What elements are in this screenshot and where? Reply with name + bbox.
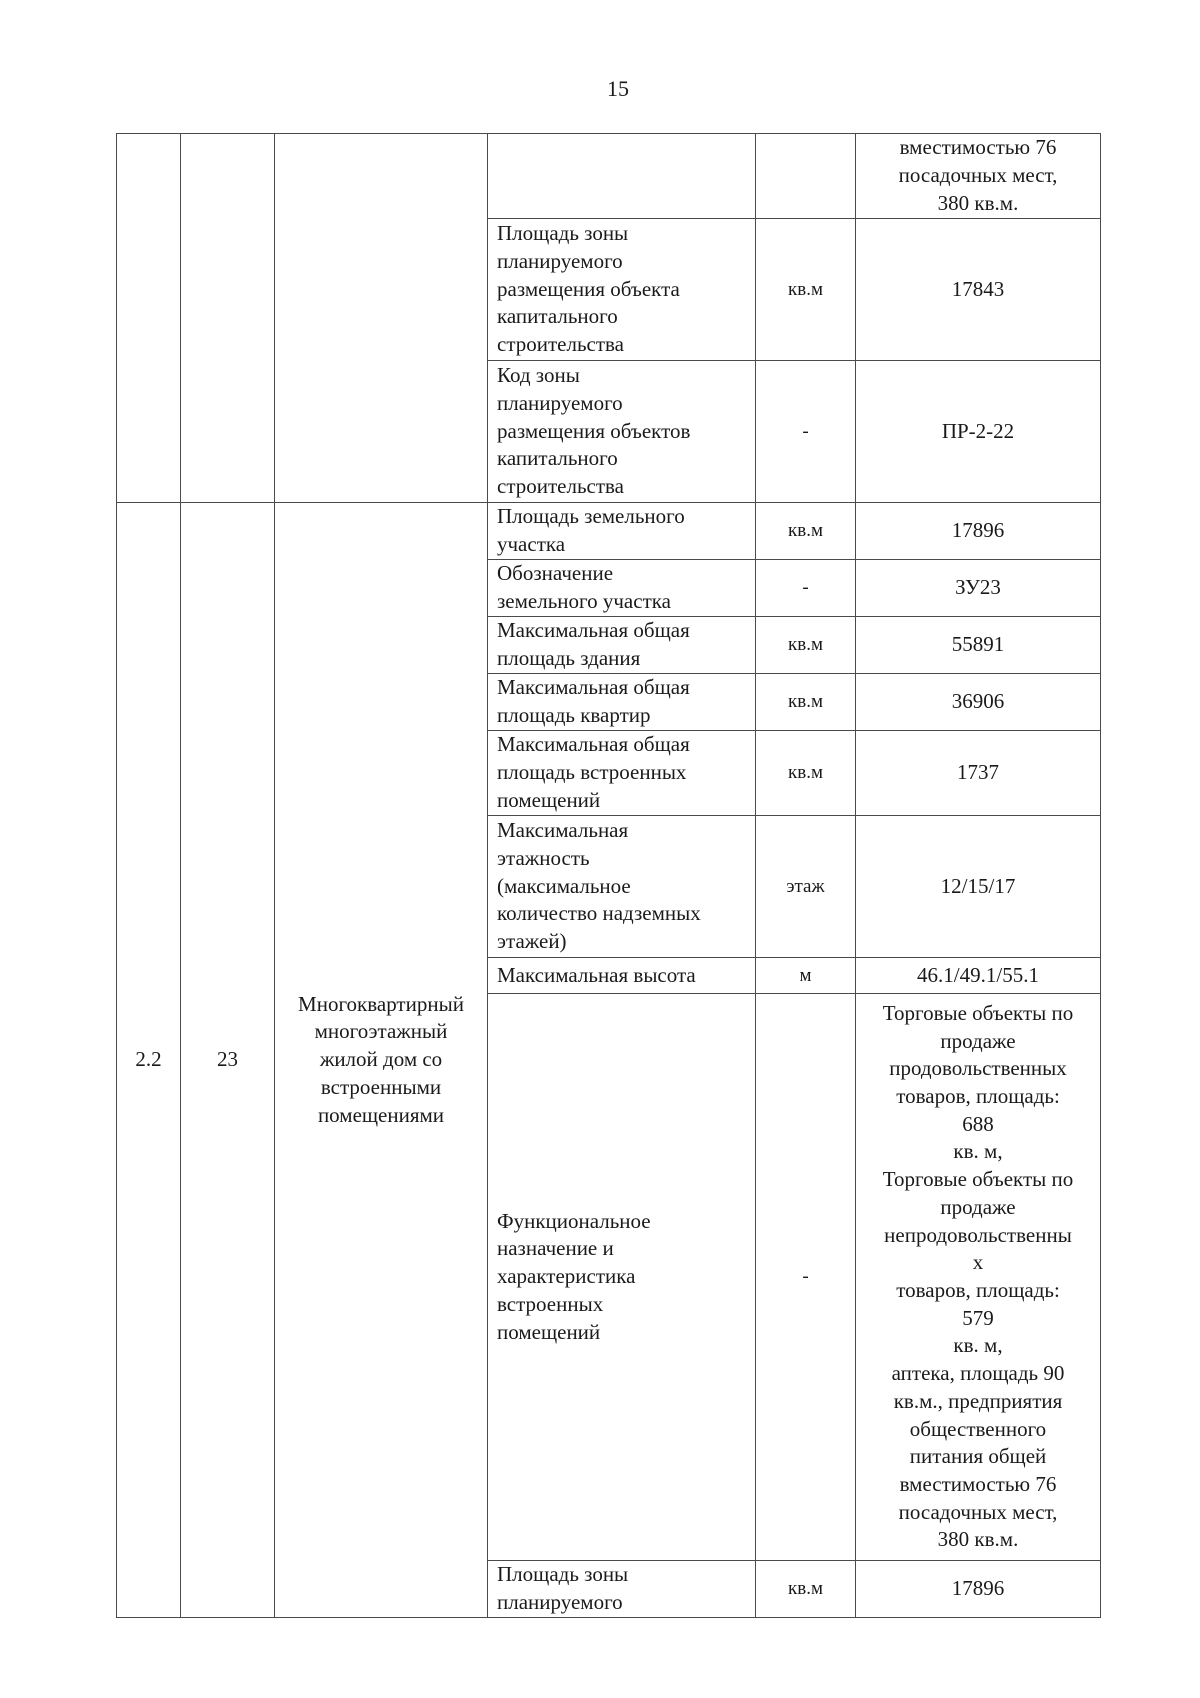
parameter-cell-line: планируемого [497,390,623,415]
value-cell-line: 36906 [951,689,1005,714]
object-name-cell-line: помещениями [317,1102,445,1127]
table-body [117,134,1101,1618]
table-row [117,134,1101,219]
parameter-cell [488,731,756,816]
value-cell-line: вместимостью 76 [899,135,1057,160]
unit-cell-line: кв.м [788,691,823,713]
value-cell-line: кв.м., предприятия [893,1388,1063,1413]
unit-cell [756,816,856,958]
parameter-cell-line: капитального [497,304,618,329]
value-cell-line: питания общей [909,1444,1047,1469]
value-cell-line: товаров, площадь: [896,1278,1060,1302]
parameter-cell-line: Максимальная [497,818,629,843]
value-cell-line: продовольственных [889,1056,1067,1081]
unit-cell [756,958,856,994]
value-cell-line: 688 [962,1111,994,1136]
prev-plot-id-cell [181,134,275,503]
value-cell-line: общественного [909,1416,1047,1441]
table-row [117,503,1101,560]
parameter-cell [488,816,756,958]
parameter-cell [488,994,756,1561]
value-cell-line: кв. м, [953,1333,1003,1358]
parameter-cell-line: планируемого [497,1590,623,1614]
parameter-cell-line: назначение и [497,1236,614,1261]
value-cell-line: 579 [962,1305,994,1330]
value-cell [856,731,1101,816]
unit-cell-line: - [802,1266,809,1288]
parameter-cell-line: помещений [497,1319,601,1344]
parameter-cell-line: строительства [497,474,625,499]
parameter-cell-line: Площадь земельного [497,504,685,529]
unit-cell [756,560,856,617]
value-cell [856,816,1101,958]
value-cell-line: х [972,1250,984,1275]
value-cell-line: непродовольственны [884,1222,1072,1247]
unit-cell-line: кв.м [788,278,823,300]
row-number-cell-line: 2.2 [135,1047,162,1072]
parameter-cell-line: Код зоны [497,363,580,388]
value-cell-line: 12/15/17 [940,873,1016,898]
plot-id-cell-line: 23 [217,1047,238,1072]
plot-parameters-table [116,133,1101,1618]
unit-cell [756,994,856,1561]
value-cell-line: 1737 [957,760,999,785]
value-cell-line: ЗУ23 [955,575,1001,600]
value-cell [856,134,1101,219]
parameter-cell-line: Функциональное [497,1208,651,1233]
parameter-cell [488,958,756,994]
unit-cell [756,219,856,361]
unit-cell [756,503,856,560]
value-cell-line: вместимостью 76 [899,1471,1057,1496]
value-cell-line: 380 кв.м. [937,1527,1019,1552]
value-cell [856,361,1101,503]
parameter-cell-line: Обозначение [497,561,614,586]
unit-cell-line: этаж [786,875,825,897]
value-cell [856,674,1101,731]
parameter-cell-line: планируемого [497,248,623,273]
object-name-cell-line: Многоквартирный [298,991,464,1016]
object-name-cell-line: многоэтажный [314,1019,448,1044]
parameter-cell-line: Площадь зоны [497,1562,629,1587]
parameter-cell [488,219,756,361]
object-name-cell-line: жилой дом со [319,1047,443,1072]
parameter-cell-line: Максимальная общая [497,675,690,700]
parameter-cell-line: размещения объекта [497,276,680,301]
parameter-cell-line: этажность [497,845,590,870]
parameter-cell-line: Максимальная общая [497,618,690,643]
unit-cell-line: кв.м [788,1578,823,1600]
prev-object-name-cell [275,134,488,503]
page-number: 15 [607,76,629,101]
value-cell-line: 380 кв.м. [937,190,1019,215]
value-cell-line: продаже [940,1028,1016,1053]
parameter-cell-line: капитального [497,446,618,471]
parameter-cell [488,674,756,731]
parameter-cell-line: площадь квартир [497,703,651,727]
object-name-cell [275,503,488,1618]
parameter-cell-line: размещения объектов [497,418,691,443]
parameter-cell [488,1561,756,1618]
unit-cell-line: м [799,964,812,986]
unit-cell-line: - [802,420,809,442]
value-cell-line: Торговые объекты по [882,1000,1074,1025]
plot-id-cell [181,503,275,1618]
value-cell-line: продаже [940,1194,1016,1219]
row-number-cell [117,503,181,1618]
value-cell-line: ПР-2-22 [941,418,1015,443]
value-cell-line: 17843 [951,276,1005,301]
parameter-cell [488,560,756,617]
value-cell [856,503,1101,560]
unit-cell [756,361,856,503]
value-cell-line: 17896 [951,1576,1005,1601]
prev-number-cell [117,134,181,503]
value-cell-line: товаров, площадь: [896,1084,1060,1109]
value-cell-line: кв. м, [953,1139,1003,1164]
parameter-cell-line: участка [497,532,566,556]
parameter-cell-line: встроенных [497,1291,604,1316]
object-name-cell-line: встроенными [320,1074,442,1099]
unit-cell [756,617,856,674]
value-cell-line: посадочных мест, [898,1499,1058,1524]
unit-cell-line: - [802,577,809,599]
parameter-cell [488,503,756,560]
parameter-cell-line: Площадь зоны [497,221,629,246]
parameter-cell-line: помещений [497,787,601,812]
value-cell-line: Торговые объекты по [882,1167,1074,1192]
parameter-cell-line: строительства [497,332,625,357]
parameter-cell [488,361,756,503]
value-cell-line: 46.1/49.1/55.1 [917,962,1039,987]
unit-cell [756,1561,856,1618]
parameter-cell-line: земельного участка [497,589,671,613]
value-cell-line: 55891 [951,632,1005,657]
value-cell [856,958,1101,994]
value-cell-line: аптека, площадь 90 [891,1361,1065,1386]
unit-cell-line: кв.м [788,634,823,656]
value-cell [856,617,1101,674]
unit-cell [756,134,856,219]
parameter-cell-line: этажей) [497,929,567,954]
value-cell-line: посадочных мест, [898,163,1058,188]
parameter-cell-line: площадь встроенных [497,760,687,785]
parameter-cell [488,617,756,674]
parameter-cell-line: площадь здания [497,646,641,670]
parameter-cell [488,134,756,219]
value-cell-line: 17896 [951,518,1005,543]
value-cell [856,1561,1101,1618]
parameter-cell-line: Максимальная высота [497,962,696,987]
parameter-cell-line: характеристика [497,1264,636,1289]
parameter-cell-line: количество надземных [497,901,701,926]
value-cell [856,994,1101,1561]
unit-cell [756,674,856,731]
value-cell [856,219,1101,361]
unit-cell-line: кв.м [788,520,823,542]
parameter-cell-line: (максимальное [497,873,631,898]
unit-cell [756,731,856,816]
parameter-cell-line: Максимальная общая [497,732,690,757]
unit-cell-line: кв.м [788,762,823,784]
value-cell [856,560,1101,617]
